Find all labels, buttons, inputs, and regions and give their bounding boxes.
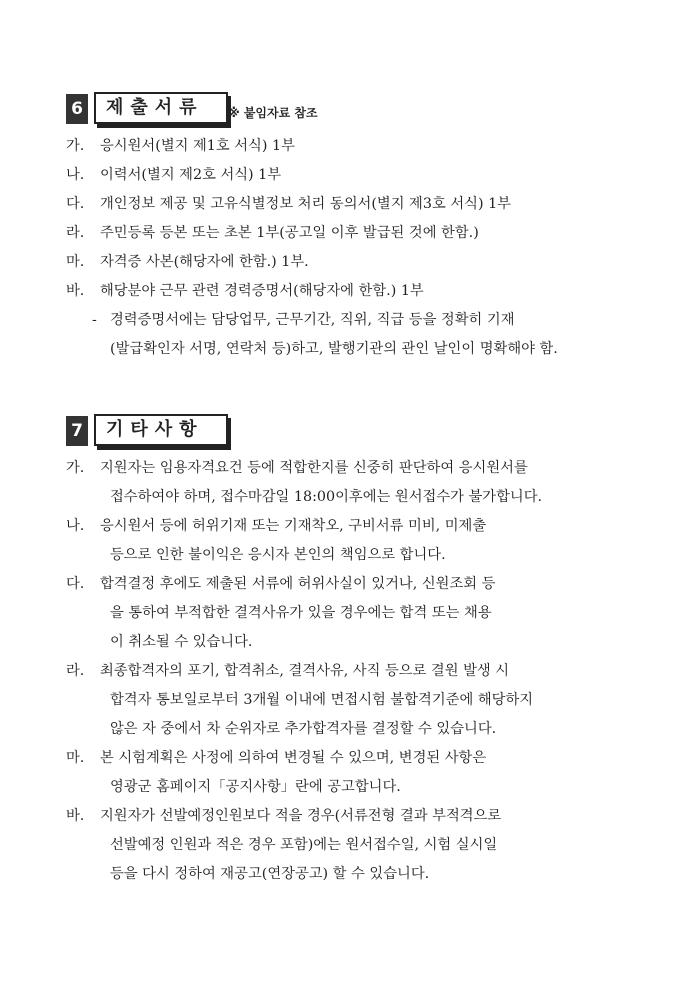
list-item — [66, 657, 666, 744]
item-text: 등으로 인한 불이익은 응시자 본인의 책임으로 합니다. — [110, 547, 446, 563]
list-item — [66, 219, 666, 248]
dash-marker: - — [92, 312, 97, 328]
section-number: 7 — [66, 416, 88, 446]
item-label: 나. — [66, 167, 85, 183]
item-text: 개인정보 제공 및 고유식별정보 처리 동의서(별지 제3호 서식) 1부 — [100, 196, 511, 212]
item-text: 영광군 홈페이지「공지사항」란에 공고합니다. — [110, 779, 401, 795]
section-6-header — [66, 88, 666, 130]
item-text: 이 취소될 수 있습니다. — [110, 634, 253, 650]
item-text: 접수하여야 하며, 접수마감일 18:00이후에는 원서접수가 불가합니다. — [110, 489, 543, 505]
attachment-note: ※ 붙임자료 참조 — [228, 106, 318, 120]
item-text: 이력서(별지 제2호 서식) 1부 — [100, 167, 282, 183]
list-item — [66, 802, 666, 889]
item-text: 지원자가 선발예정인원보다 적을 경우(서류전형 결과 부적격으로 — [100, 808, 502, 824]
list-item — [66, 161, 666, 190]
list-item — [66, 570, 666, 657]
list-item — [66, 454, 666, 512]
item-label: 라. — [66, 663, 85, 679]
section-title: 제출서류 — [94, 92, 228, 124]
item-label: 다. — [66, 576, 85, 592]
item-label: 다. — [66, 196, 85, 212]
notice-list — [66, 454, 666, 889]
item-label: 라. — [66, 225, 85, 241]
item-label: 가. — [66, 138, 85, 154]
item-label: 나. — [66, 518, 85, 534]
list-item — [66, 512, 666, 570]
item-text: 등을 다시 정하여 재공고(연장공고) 할 수 있습니다. — [110, 866, 430, 882]
item-text: 응시원서(별지 제1호 서식) 1부 — [100, 138, 295, 154]
list-item — [66, 277, 666, 306]
item-text: 본 시험계획은 사정에 의하여 변경될 수 있으며, 변경된 사항은 — [100, 750, 487, 766]
item-text: 을 통하여 부적합한 결격사유가 있을 경우에는 합격 또는 채용 — [110, 605, 492, 621]
item-label: 마. — [66, 254, 85, 270]
section-7-header — [66, 410, 666, 452]
list-item — [66, 248, 666, 277]
list-item — [66, 744, 666, 802]
note-line: (발급확인자 서명, 연락처 등)하고, 발행기관의 관인 날인이 명확해야 함. — [110, 341, 558, 357]
item-text: 해당분야 근무 관련 경력증명서(해당자에 한함.) 1부 — [100, 283, 424, 299]
section-7-other-matters — [66, 410, 666, 889]
item-text: 응시원서 등에 허위기재 또는 기재착오, 구비서류 미비, 미제출 — [100, 518, 487, 534]
section-6-documents — [66, 88, 666, 364]
item-label: 바. — [66, 808, 85, 824]
item-label: 가. — [66, 460, 85, 476]
section-number: 6 — [66, 94, 88, 124]
list-item — [66, 132, 666, 161]
document-list — [66, 132, 666, 306]
item-text: 주민등록 등본 또는 초본 1부(공고일 이후 발급된 것에 한함.) — [100, 225, 479, 241]
item-label: 바. — [66, 283, 85, 299]
item-text: 않은 자 중에서 차 순위자로 추가합격자를 결정할 수 있습니다. — [110, 721, 497, 737]
list-item — [66, 190, 666, 219]
career-certificate-note — [66, 306, 666, 364]
item-text: 지원자는 임용자격요건 등에 적합한지를 신중히 판단하여 응시원서를 — [100, 460, 528, 476]
item-text: 자격증 사본(해당자에 한함.) 1부. — [100, 254, 309, 270]
item-text: 합격결정 후에도 제출된 서류에 허위사실이 있거나, 신원조회 등 — [100, 576, 496, 592]
note-line: 경력증명서에는 담당업무, 근무기간, 직위, 직급 등을 정확히 기재 — [110, 312, 515, 328]
item-label: 마. — [66, 750, 85, 766]
section-title: 기타사항 — [94, 414, 228, 446]
item-text: 합격자 통보일로부터 3개월 이내에 면접시험 불합격기준에 해당하지 — [110, 692, 534, 708]
item-text: 선발예정 인원과 적은 경우 포함)에는 원서접수일, 시험 실시일 — [110, 837, 498, 853]
item-text: 최종합격자의 포기, 합격취소, 결격사유, 사직 등으로 결원 발생 시 — [100, 663, 510, 679]
